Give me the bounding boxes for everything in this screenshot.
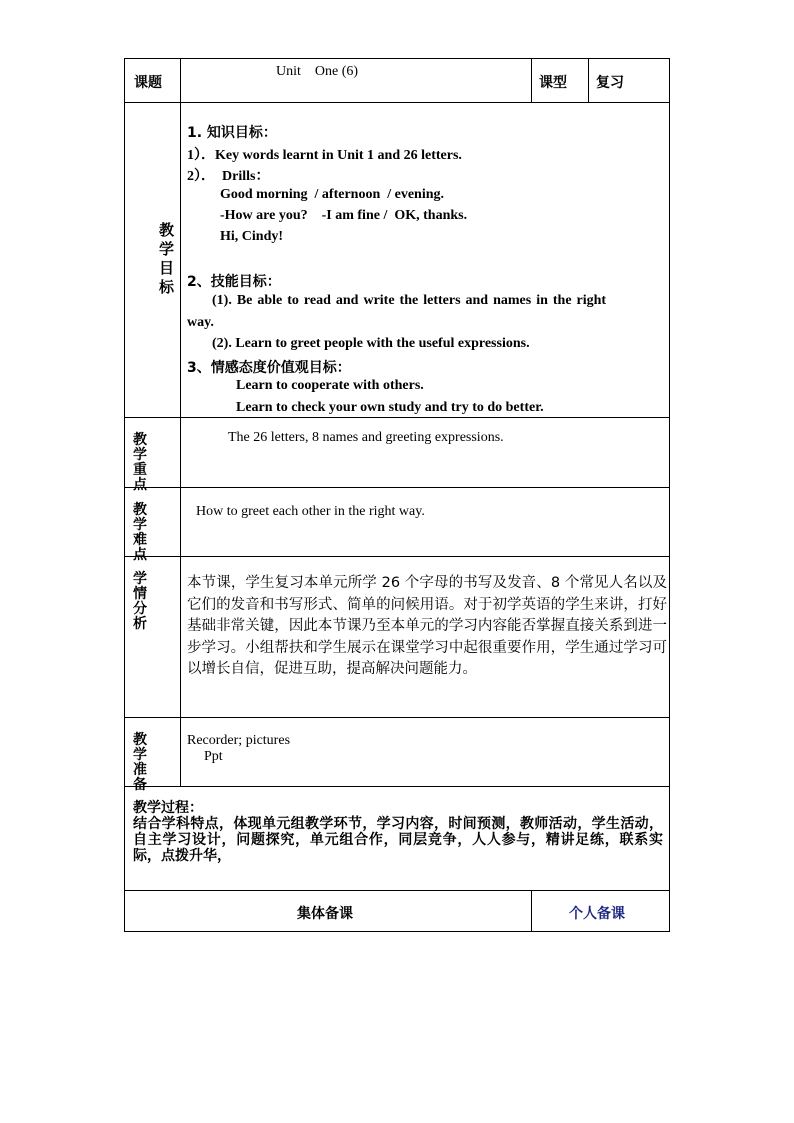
skill-item: (1). Be able to read and write the letters and names in the right (212, 293, 607, 308)
skill-title: 2、技能目标： (187, 274, 281, 290)
process-text: 结合学科特点，体现单元组教学环节，学习内容，时间预测，教师活动，学生活动，自主学习设计，问题探究，单元组合作，同层竞争，人人参与，精讲足练，联系实际，点拨升华， (133, 816, 663, 864)
row-divider (125, 717, 669, 718)
key-points-label (133, 433, 179, 493)
drill-line: -How are you? -I am fine / OK, thanks. (220, 208, 468, 223)
analysis-text: 本节课，学生复习本单元所学 26 个字母的书写及发音、8 个常见人名以及它们的发音和书写形式、简单的问候用语。对于初学英语的学生来讲，打好基础非常关键，因此本节课乃至本单元的学习内容能否掌握直接关系到进一步学习。小组帮扶和学生展示在课堂学习中起很重要作用，学生通过学习可以增长自信，促进互助，提高解决问题能力。 (187, 575, 667, 677)
objectives-label-char: 学 (159, 240, 175, 258)
analysis-label-top: 学 情 (133, 571, 157, 602)
skill-item: way. (187, 315, 214, 330)
row-divider (125, 417, 669, 418)
analysis-label (133, 572, 179, 632)
collective-prep-label: 集体备课 (297, 906, 353, 922)
objectives-label (159, 221, 175, 297)
difficult-points-label (133, 503, 179, 563)
objectives-label-char: 目 (159, 259, 175, 277)
row-divider (125, 556, 669, 557)
row-divider (125, 786, 669, 787)
key-points-text: The 26 letters, 8 names and greeting expressions. (228, 430, 504, 445)
difficult-points-label-bottom: 难 点 (133, 532, 157, 563)
preparation-line: Ppt (204, 749, 223, 764)
knowledge-item-1: 1）．Key words learnt in Unit 1 and 26 letters. (187, 148, 462, 163)
lesson-plan-table (124, 58, 670, 932)
column-divider (588, 59, 589, 102)
key-points-label-top: 教 学 (133, 432, 157, 463)
emotion-item: Learn to check your own study and try to do better. (236, 400, 544, 415)
type-label: 课型 (539, 75, 567, 91)
preparation-label (133, 733, 179, 793)
analysis-label-bottom: 分 析 (133, 601, 157, 632)
skill-item: (2). Learn to greet people with the useful expressions. (212, 336, 530, 351)
difficult-points-text: How to greet each other in the right way. (196, 504, 425, 519)
difficult-points-label-top: 教 学 (133, 502, 157, 533)
row-divider (125, 487, 669, 488)
preparation-line: Recorder; pictures (187, 733, 291, 748)
column-divider (531, 890, 532, 932)
emotion-item: Learn to cooperate with others. (236, 378, 424, 393)
preparation-label-top: 教 学 (133, 732, 157, 763)
objectives-label-char: 教 (159, 221, 175, 239)
type-value: 复习 (596, 75, 624, 91)
process-title: 教学过程： (133, 800, 203, 816)
knowledge-title: 1. 知识目标： (187, 125, 277, 141)
knowledge-item-2: 2）． Drills： (187, 169, 270, 184)
column-divider (531, 59, 532, 102)
drill-line: Hi, Cindy! (220, 229, 284, 244)
emotion-title: 3、情感态度价值观目标： (187, 360, 351, 376)
personal-prep-label: 个人备课 (569, 906, 625, 922)
key-points-label-bottom: 重 点 (133, 462, 157, 493)
topic-value: Unit One (6) (276, 64, 359, 79)
column-divider (180, 59, 181, 786)
row-divider (125, 102, 669, 103)
drill-line: Good morning / afternoon / evening. (220, 187, 445, 202)
topic-label: 课题 (134, 75, 162, 91)
row-divider (125, 890, 669, 891)
preparation-label-bottom: 准 备 (133, 762, 157, 793)
objectives-label-char: 标 (159, 278, 175, 296)
